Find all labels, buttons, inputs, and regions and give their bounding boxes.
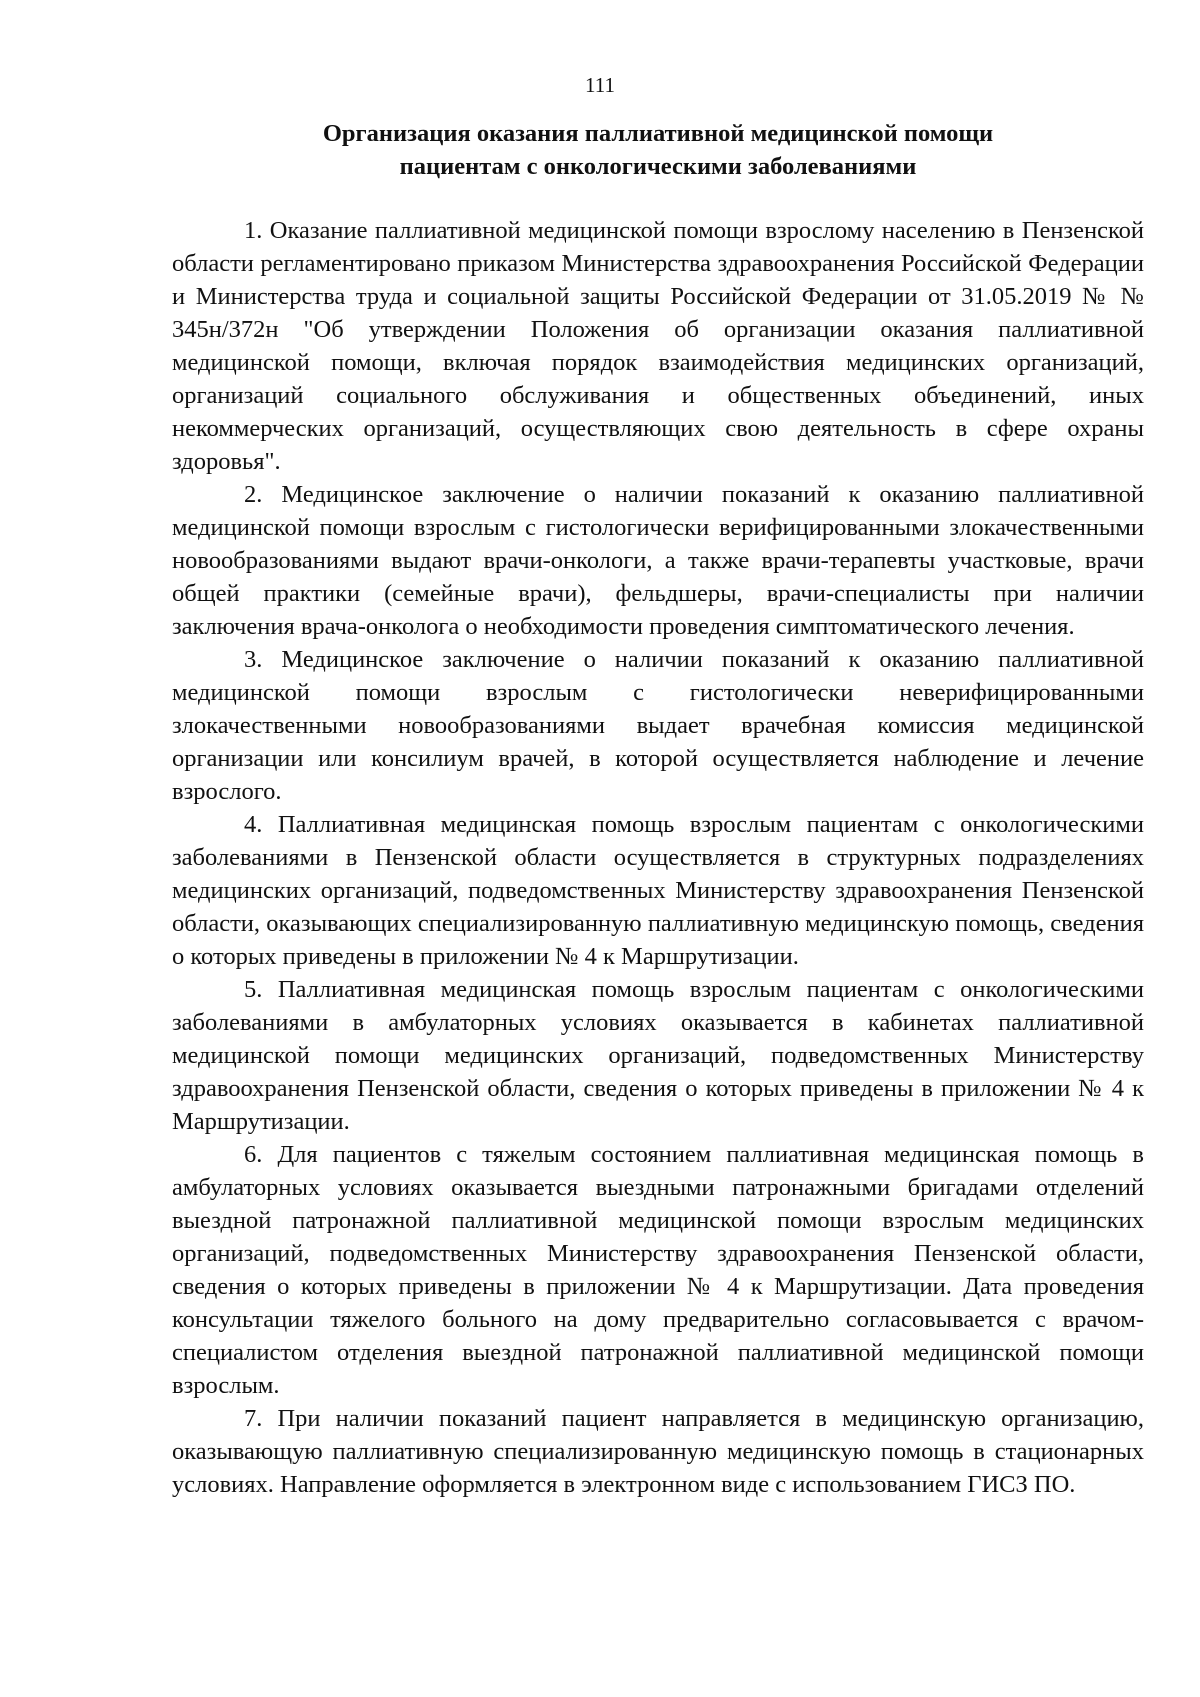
title-line-1: Организация оказания паллиативной медицинской помощи [322, 120, 994, 147]
paragraph-6: 6. Для пациентов с тяжелым состоянием паллиативная медицинская помощь в амбулаторных условиях оказывается выездными патронажными бригадами отделений выездной патронажной паллиативной медицинской помощи взрослым медицинских организаций, подведомственных Министерству здравоохранения Пензенской области, сведения о которых приведены в приложении № 4 к Маршрутизации. Дата проведения консультации тяжелого больного на дому предварительно согласовывается с врачом-специалистом отделения выездной патронажной паллиативной медицинской помощи взрослым. [172, 1141, 1144, 1399]
document-title [172, 117, 1144, 183]
document-body [172, 214, 1144, 1501]
paragraph-3: 3. Медицинское заключение о наличии показаний к оказанию паллиативной медицинской помощи взрослым с гистологически неверифицированными злокачественными новообразованиями выдает врачебная комиссия медицинской организации или консилиум врачей, в которой осуществляется наблюдение и лечение взрослого. [172, 646, 1144, 805]
paragraph-1: 1. Оказание паллиативной медицинской помощи взрослому населению в Пензенской области регламентировано приказом Министерства здравоохранения Российской Федерации и Министерства труда и социальной защиты Российской Федерации от 31.05.2019 № № 345н/372н "Об утверждении Положения об организации оказания паллиативной медицинской помощи, включая порядок взаимодействия медицинских организаций, организаций социального обслуживания и общественных объединений, иных некоммерческих организаций, осуществляющих свою деятельность в сфере охраны здоровья". [172, 217, 1144, 475]
paragraph-7: 7. При наличии показаний пациент направляется в медицинскую организацию, оказывающую паллиативную специализированную медицинскую помощь в стационарных условиях. Направление оформляется в электронном виде с использованием ГИСЗ ПО. [172, 1405, 1144, 1498]
page-number: 111 [585, 73, 615, 97]
title-line-2: пациентам с онкологическими заболеваниями [399, 153, 917, 180]
paragraph-5: 5. Паллиативная медицинская помощь взрослым пациентам с онкологическими заболеваниями в амбулаторных условиях оказывается в кабинетах паллиативной медицинской помощи медицинских организаций, подведомственных Министерству здравоохранения Пензенской области, сведения о которых приведены в приложении № 4 к Маршрутизации. [172, 976, 1144, 1135]
paragraph-2: 2. Медицинское заключение о наличии показаний к оказанию паллиативной медицинской помощи взрослым с гистологически верифицированными злокачественными новообразованиями выдают врачи-онкологи, а также врачи-терапевты участковые, врачи общей практики (семейные врачи), фельдшеры, врачи-специалисты при наличии заключения врача-онколога о необходимости проведения симптоматического лечения. [172, 481, 1144, 640]
paragraph-4: 4. Паллиативная медицинская помощь взрослым пациентам с онкологическими заболеваниями в Пензенской области осуществляется в структурных подразделениях медицинских организаций, подведомственных Министерству здравоохранения Пензенской области, оказывающих специализированную паллиативную медицинскую помощь, сведения о которых приведены в приложении № 4 к Маршрутизации. [172, 811, 1144, 970]
